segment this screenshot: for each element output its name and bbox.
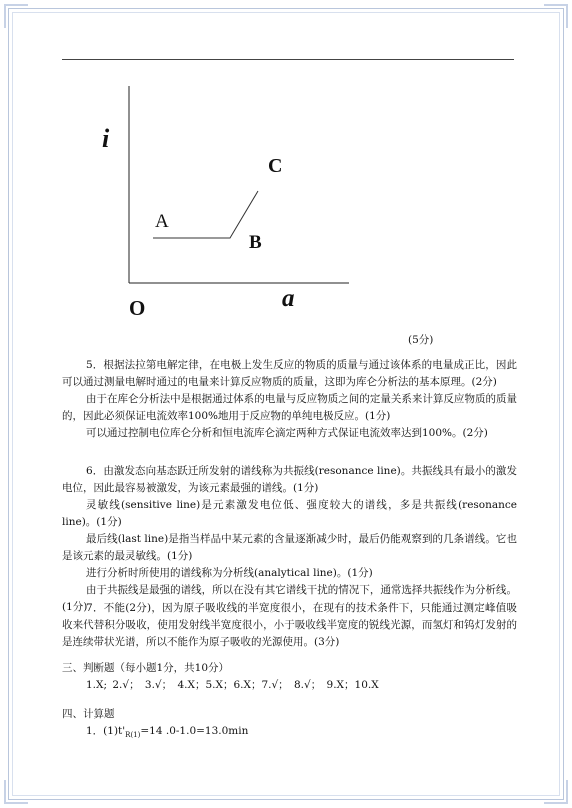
section-3-answers: 1.X; 2.√； 3.√； 4.X；5.X；6.X；7.√； 8.√； 9.X；10.X [86,679,379,691]
point-c-label: C [268,155,283,177]
q6-para-2: 灵敏线(sensitive line)是元素激发电位低、强度较大的谱线，多是共振线(resonance line)。(1分) [62,499,517,528]
q7-para-1: 7．不能(2分)，因为原子吸收线的半宽度很小，在现有的技术条件下，只能通过测定峰值吸收来代替积分吸收，使用发射线半宽度很小，小于吸收线半宽度的锐线光源，而氢灯和钨灯发射的是连续带状光谱，所以不能作为原子吸收的光源使用。(3分) [62,602,517,648]
answer-q7 [62,600,517,651]
q5-para-2: 由于在库仑分析法中是根据通过体系的电量与反应物质之间的定量关系来计算反应物质的质量的，因此必须保证电流效率100%地用于反应物的单纯电极反应。(1分) [62,393,517,422]
q6-para-1: 6．由激发态向基态跃迁所发射的谱线称为共振线(resonance line)。共振线具有最小的激发电位，因此最容易被激发，为该元素最强的谱线。(1分) [62,465,517,494]
section-4-title: 四、计算题 [62,708,115,720]
q6-para-5: 由于共振线是最强的谱线，所以在没有其它谱线干扰的情况下，通常选择共振线作为分析线。(1分) [62,584,517,613]
corner-ornament [544,780,568,804]
section-4-line-1 [86,723,248,739]
point-a-label: A [155,211,169,232]
origin-label: O [129,296,146,320]
q5-para-3: 可以通过控制电位库仑分析和恒电流库仑滴定两种方式保证电流效率达到100%。(2分) [86,427,488,439]
calc-subscript: R(1) [125,731,141,740]
current-graph [0,0,572,340]
calc-suffix: =14 .0-1.0=13.0min [140,725,249,737]
corner-ornament [4,780,28,804]
answer-q5 [62,357,517,442]
section-3-title: 三、判断题（每小题1分，共10分） [62,662,230,674]
answer-q6 [62,463,517,616]
graph-score: (5分) [408,334,434,346]
q5-para-1: 5．根据法拉第电解定律，在电极上发生反应的物质的质量与通过该体系的电量成正比，因此可以通过测量电解时通过的电量来计算反应物质的质量，这即为库仑分析法的基本原理。(2分) [62,359,517,388]
q6-para-4: 进行分析时所使用的谱线称为分析线(analytical line)。(1分) [86,567,373,579]
point-b-label: B [249,232,262,253]
x-axis-label: a [282,285,295,312]
y-axis-label: i [102,124,110,153]
q6-para-3: 最后线(last line)是指当样品中某元素的含量逐渐减少时，最后仍能观察到的几条谱线。它也是该元素的最灵敏线。(1分) [62,533,517,562]
calc-prefix: 1．(1)t' [86,725,126,737]
